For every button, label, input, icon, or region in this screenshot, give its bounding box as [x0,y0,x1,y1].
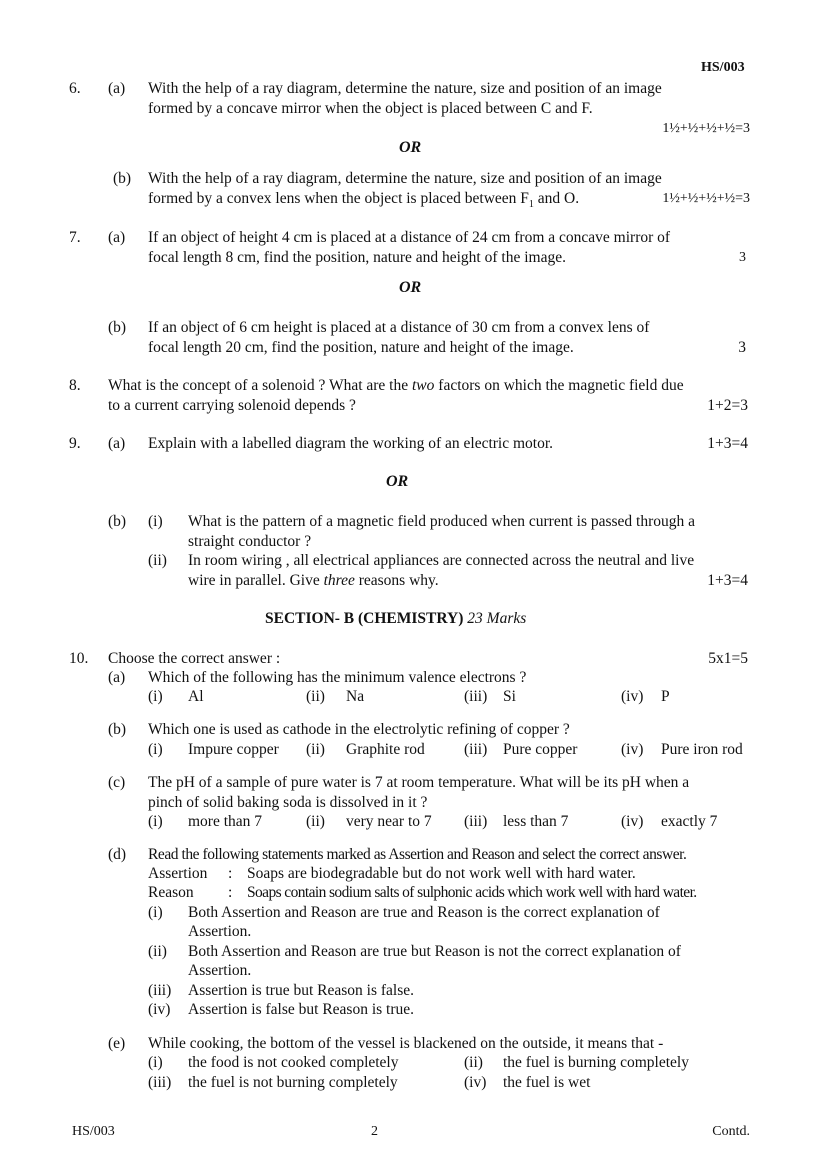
option-text: very near to 7 [346,813,432,830]
option-text: Na [346,688,365,705]
question-text: Read the following statements marked as Assertion and Reason and select the correct answer. [148,846,687,863]
option-label: (iii) [464,813,488,830]
colon: : [228,884,233,901]
option-label: (i) [148,688,163,705]
header-code: HS/003 [701,60,745,75]
option-label: (iv) [621,688,644,705]
part-label: (d) [108,846,127,863]
part-label: (b) [108,513,127,530]
question-text: formed by a convex lens when the object is placed between $F_1$ and O. [148,190,580,211]
option-label: (iii) [148,982,172,999]
question-text: formed by a concave mirror when the object is placed between C and F. [148,100,593,117]
question-text: In room wiring , all electrical appliances are connected across the neutral and live [188,552,695,569]
marks: 3 [739,250,746,265]
option-text: the fuel is burning completely [503,1054,689,1071]
question-text: If an object of height 4 cm is placed at a distance of 24 cm from a concave mirror of [148,229,671,246]
option-text: Pure iron rod [661,741,743,758]
option-text: Assertion is true but Reason is false. [188,982,415,999]
option-text: Impure copper [188,741,279,758]
marks: 3 [738,339,746,356]
option-label: (iii) [464,688,488,705]
part-label: (a) [108,80,126,97]
question-number: 7. [69,229,81,246]
option-label: (iv) [148,1001,171,1018]
option-label: (iv) [464,1074,487,1091]
question-text: Which of the following has the minimum valence electrons ? [148,669,527,686]
option-label: (ii) [306,688,325,705]
reason-label: Reason [148,884,194,901]
question-text: to a current carrying solenoid depends ? [108,397,356,414]
option-label: (iii) [148,1074,172,1091]
option-text: Al [188,688,204,705]
part-label: (a) [108,229,126,246]
question-text: focal length 8 cm, find the position, nature and height of the image. [148,249,566,266]
assertion-label: Assertion [148,865,208,882]
option-label: (i) [148,904,163,921]
option-label: (ii) [306,741,325,758]
part-label: (a) [108,669,126,686]
option-text: exactly 7 [661,813,718,830]
option-text: less than 7 [503,813,569,830]
option-label: (i) [148,741,163,758]
marks: 1½+½+½+½=3 [662,191,750,206]
option-text: more than 7 [188,813,263,830]
section-heading: SECTION- B (CHEMISTRY) 23 Marks [265,610,527,627]
option-text: Both Assertion and Reason are true and Reason is the correct explanation of [188,904,660,921]
or-separator: OR [399,139,422,156]
question-text: wire in parallel. Give three reasons why. [188,572,439,589]
marks: 1+3=4 [707,572,748,589]
option-text: Graphite rod [346,741,425,758]
option-label: (iv) [621,741,644,758]
marks: 1½+½+½+½=3 [662,121,750,136]
part-label: (c) [108,774,126,791]
option-text: Both Assertion and Reason are true but Reason is not the correct explanation of [188,943,681,960]
question-text: What is the pattern of a magnetic field produced when current is passed through a [188,513,696,530]
option-label: (ii) [464,1054,483,1071]
option-text: the fuel is wet [503,1074,591,1091]
option-label: (ii) [148,943,167,960]
question-number: 10. [69,650,89,667]
question-text: If an object of 6 cm height is placed at a distance of 30 cm from a convex lens of [148,319,650,336]
question-number: 8. [69,377,81,394]
or-separator: OR [386,473,409,490]
part-label: (b) [113,170,132,187]
page-number: 2 [371,1124,378,1139]
question-number: 9. [69,435,81,452]
option-text: the fuel is not burning completely [188,1074,398,1091]
option-label: (i) [148,1054,163,1071]
assertion-text: Soaps are biodegradable but do not work well with hard water. [247,865,636,882]
colon: : [228,865,233,882]
option-text: Assertion is false but Reason is true. [188,1001,415,1018]
question-text: focal length 20 cm, find the position, nature and height of the image. [148,339,574,356]
question-text: The pH of a sample of pure water is 7 at room temperature. What will be its pH when a [148,774,690,791]
continued-label: Contd. [712,1124,750,1139]
option-label: (ii) [306,813,325,830]
option-text: Assertion. [188,923,252,940]
option-label: (iii) [464,741,488,758]
option-text: the food is not cooked completely [188,1054,399,1071]
reason-text: Soaps contain sodium salts of sulphonic acids which work well with hard water. [247,884,697,901]
question-text: straight conductor ? [188,533,312,550]
part-label: (b) [108,319,127,336]
part-label: (b) [108,721,127,738]
option-label: (i) [148,813,163,830]
marks: 1+2=3 [707,397,748,414]
question-text: With the help of a ray diagram, determine the nature, size and position of an image [148,80,662,97]
footer-code: HS/003 [72,1124,115,1139]
question-text: Explain with a labelled diagram the working of an electric motor. [148,435,554,452]
part-label: (e) [108,1035,126,1052]
option-text: Assertion. [188,962,252,979]
question-text: Which one is used as cathode in the electrolytic refining of copper ? [148,721,570,738]
subpart-label: (ii) [148,552,167,569]
part-label: (a) [108,435,126,452]
or-separator: OR [399,279,422,296]
question-text: Choose the correct answer : [108,650,281,667]
marks: 1+3=4 [707,435,748,452]
question-number: 6. [69,80,81,97]
question-text: pinch of solid baking soda is dissolved in it ? [148,794,428,811]
marks: 5x1=5 [708,650,748,667]
question-text: What is the concept of a solenoid ? What are the two factors on which the magnetic field due [108,377,684,394]
option-label: (iv) [621,813,644,830]
question-text: With the help of a ray diagram, determine the nature, size and position of an image [148,170,662,187]
option-text: Pure copper [503,741,578,758]
option-text: Si [503,688,516,705]
subpart-label: (i) [148,513,163,530]
question-text: While cooking, the bottom of the vessel is blackened on the outside, it means that - [148,1035,664,1052]
option-text: P [661,688,670,705]
